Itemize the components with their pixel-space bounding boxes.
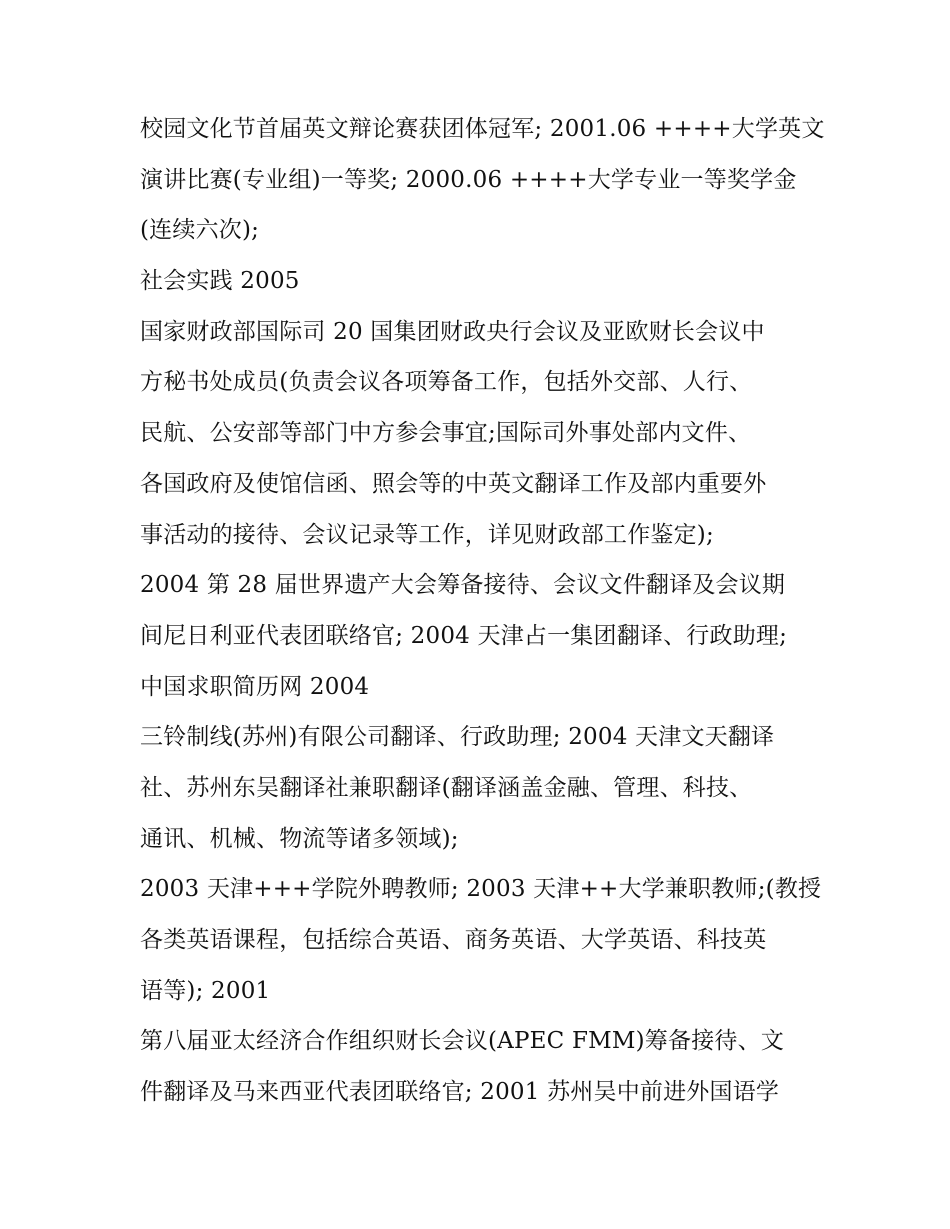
text-line: 各类英语课程，包括综合英语、商务英语、大学英语、科技英 [140, 927, 767, 953]
text-line: 各国政府及使馆信函、照会等的中英文翻译工作及部内重要外 [140, 470, 767, 497]
text-line: 语等); 2001 [140, 977, 271, 1004]
text-line: 件翻译及马来西亚代表团联络官; 2001 苏州吴中前进外国语学 [140, 1079, 780, 1106]
text-line: 社、苏州东吴翻译社兼职翻译(翻译涵盖金融、管理、科技、 [140, 774, 753, 801]
text-line: 三铃制线(苏州)有限公司翻译、行政助理; 2004 天津文天翻译 [140, 724, 775, 751]
section-heading-social-practice: 社会实践 2005 [140, 268, 300, 295]
document-body [140, 104, 825, 1118]
text-line: 演讲比赛(专业组)一等奖; 2000.06 ++++大学专业一等奖学金 [140, 166, 797, 193]
text-line: 中国求职简历网 2004 [140, 673, 370, 700]
text-line: 2004 第 28 届世界遗产大会筹备接待、会议文件翻译及会议期 [140, 572, 786, 599]
text-line: 方秘书处成员(负责会议各项筹备工作，包括外交部、人行、 [140, 369, 753, 396]
text-line: 2003 天津+++学院外聘教师; 2003 天津++大学兼职教师;(教授 [140, 876, 822, 903]
text-line: 国家财政部国际司 20 国集团财政央行会议及亚欧财长会议中 [140, 318, 765, 345]
text-line: 校园文化节首届英文辩论赛获团体冠军; 2001.06 ++++大学英文 [140, 116, 825, 142]
text-line: 通讯、机械、物流等诸多领域); [140, 825, 459, 852]
text-line: 第八届亚太经济合作组织财长会议(APEC FMM)筹备接待、文 [140, 1028, 784, 1055]
text-line: 间尼日利亚代表团联络官; 2004 天津占一集团翻译、行政助理; [140, 622, 788, 649]
text-line: 事活动的接待、会议记录等工作，详见财政部工作鉴定); [140, 521, 714, 548]
text-line: 民航、公安部等部门中方参会事宜;国际司外事处部内文件、 [140, 420, 752, 447]
text-line: (连续六次); [140, 217, 260, 244]
